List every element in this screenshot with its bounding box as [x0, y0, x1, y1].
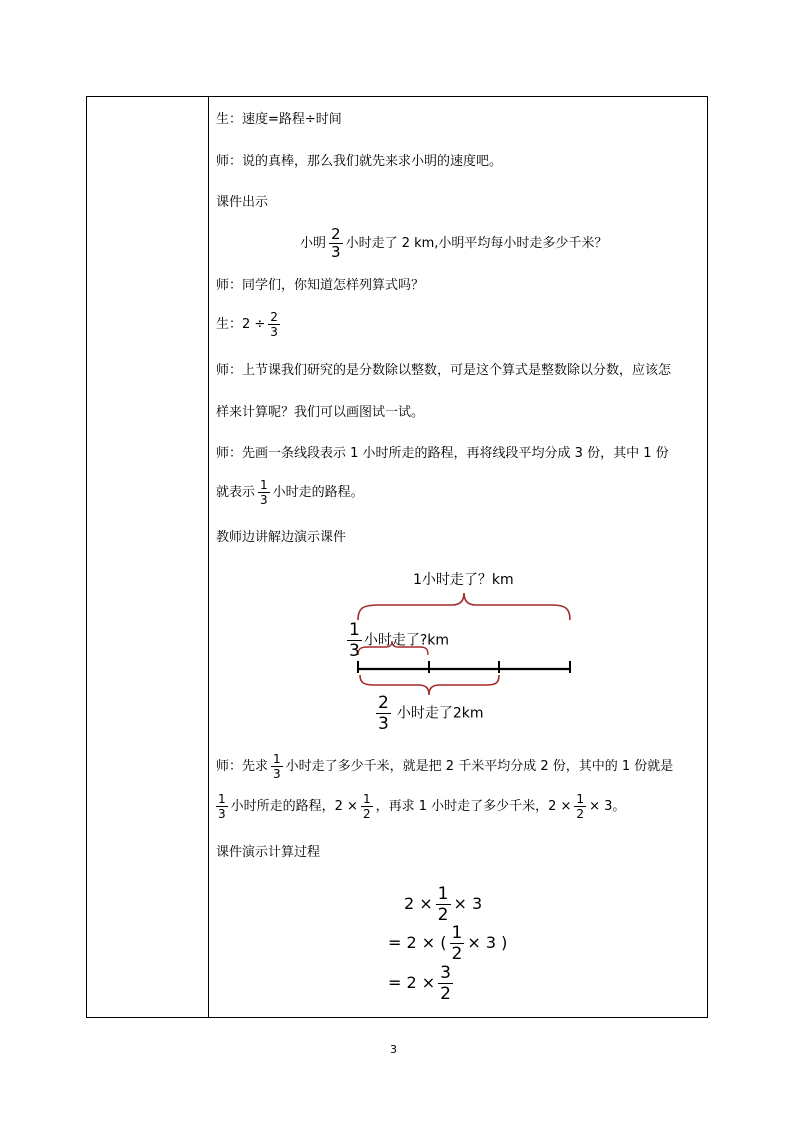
line-teacher-demo: 教师边讲解边演示课件 [216, 530, 347, 545]
line-teacher-draw: 师：先画一条线段表示 1 小时所走的路程，再将线段平均分成 3 份，其中 1 份 [216, 446, 669, 461]
line-student-formula: 生：速度=路程÷时间 [216, 112, 342, 127]
problem-suffix: 小时走了 2 km,小明平均每小时走多少千米？ [345, 236, 608, 251]
fraction-one-third: $\frac{1}{3}$ [260, 478, 268, 507]
line-teacher-question: 师：同学们，你知道怎样列算式吗？ [216, 278, 425, 293]
segment-diagram [330, 565, 590, 745]
problem-statement [300, 226, 607, 261]
problem-prefix: 小明 [300, 236, 327, 251]
line-teacher-solution-2: $\frac{1}{3}$ 小时所走的路程，2 × $\frac{1}{2}$ ，再求 1 小时走了多少千米，2 × $\frac{1}{2}$ × 3。 [218, 792, 626, 821]
fraction-two-thirds: $\frac{2}{3}$ [378, 693, 389, 734]
label-one-third-hour: $\frac{1}{3}$ 小时走了?km [349, 620, 450, 661]
fraction-three-halves: $\frac{3}{2}$ [440, 963, 451, 1004]
calc-row-1: 2 × $\frac{1}{2}$ × 3 [404, 884, 483, 925]
line-courseware-show: 课件出示 [216, 195, 269, 210]
column-divider [208, 97, 209, 1017]
line-student-expression: 生：2 ÷ $\frac{2}{3}$ [216, 310, 278, 339]
fraction-one-half: $\frac{1}{2}$ [576, 792, 585, 821]
fraction-one-half: $\frac{1}{2}$ [362, 792, 371, 821]
line-teacher-explain-1: 师：上节课我们研究的是分数除以整数，可是这个算式是整数除以分数，应该怎 [216, 363, 672, 378]
label-two-thirds-hour: $\frac{2}{3}$ 小时走了2km [378, 693, 484, 734]
fraction-one-half: $\frac{1}{2}$ [451, 923, 463, 964]
fraction-two-thirds: $\frac{2}{3}$ [331, 225, 341, 261]
fraction-one-third: $\frac{1}{3}$ [273, 752, 281, 781]
label-one-hour: 1小时走了？km [413, 572, 514, 588]
fraction-two-thirds: $\frac{2}{3}$ [270, 310, 278, 339]
brace-bottom-two-thirds [360, 675, 499, 695]
line-calc-process: 课件演示计算过程 [216, 845, 321, 860]
brace-top-one-hour [358, 593, 570, 620]
calc-row-3: = 2 × $\frac{3}{2}$ [388, 963, 451, 1004]
fraction-one-half: $\frac{1}{2}$ [437, 884, 449, 925]
line-teacher-praise: 师：说的真棒，那么我们就先来求小明的速度吧。 [216, 154, 503, 169]
line-teacher-explain-2: 样来计算呢？我们可以画图试一试。 [216, 405, 425, 420]
fraction-one-third: $\frac{1}{3}$ [349, 620, 360, 661]
fraction-one-third: $\frac{1}{3}$ [218, 792, 226, 821]
calc-row-2: = 2 × ( $\frac{1}{2}$ × 3 ) [388, 923, 508, 964]
line-one-third-meaning: 就表示 $\frac{1}{3}$ 小时走的路程。 [216, 478, 364, 507]
page-number: 3 [390, 1043, 397, 1056]
line-teacher-solution-1: 师：先求 $\frac{1}{3}$ 小时走了多少千米，就是把 2 千米平均分成 2 份，其中的 1 份就是 [216, 752, 674, 781]
